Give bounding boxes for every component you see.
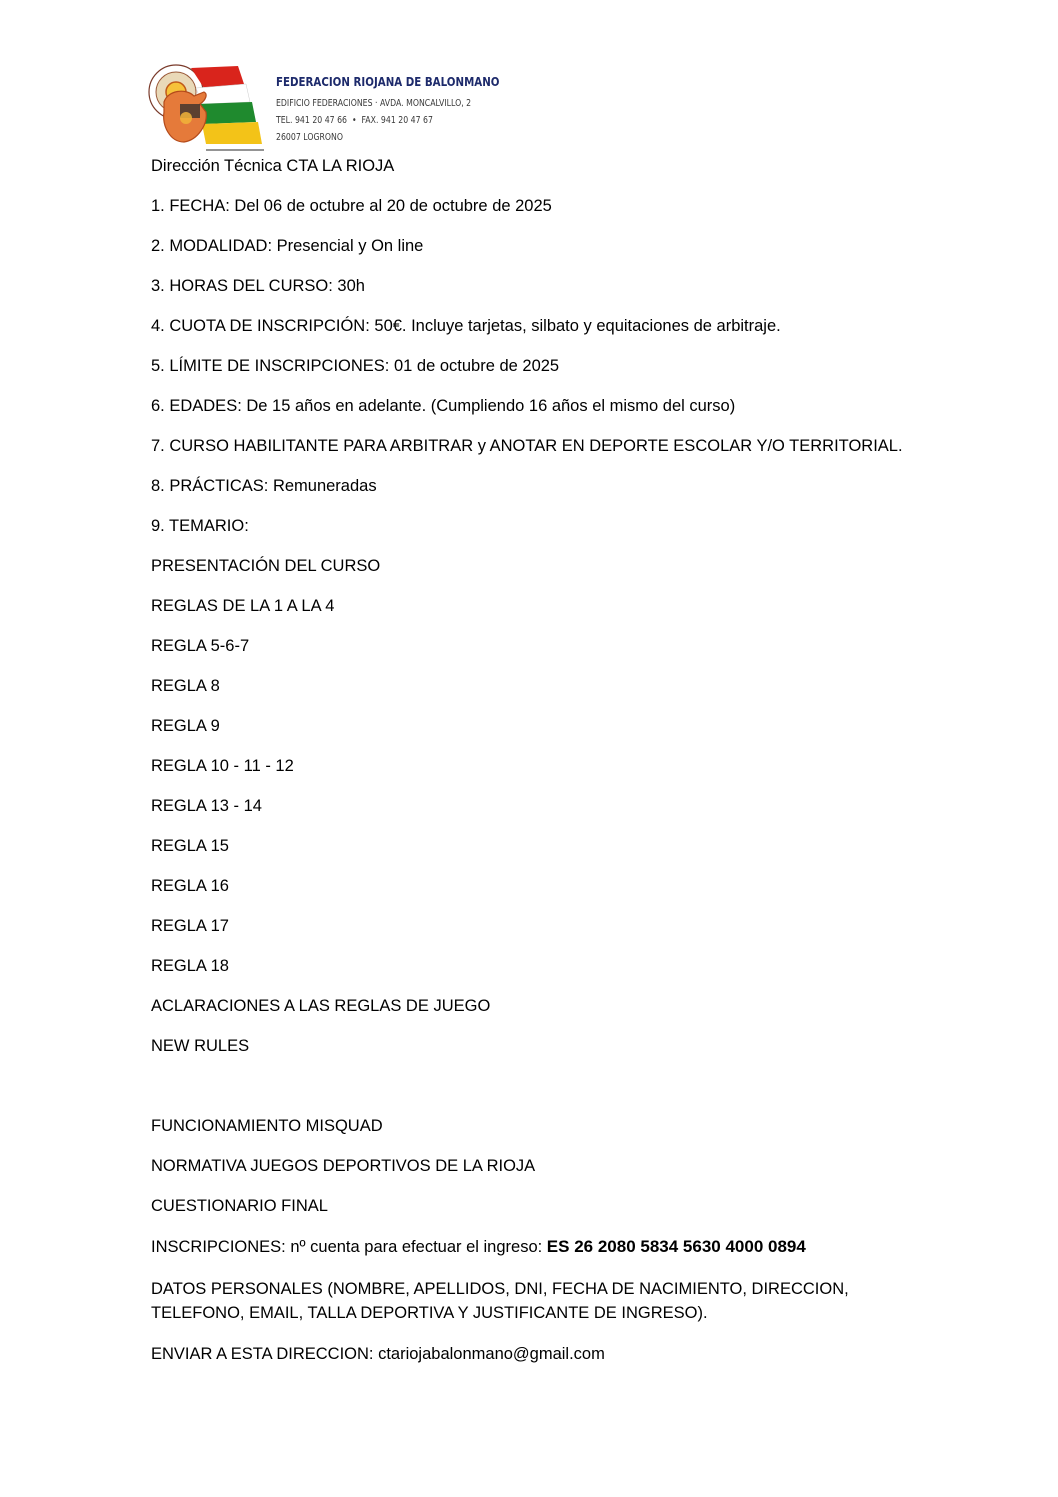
item-curso-habilitante: 7. CURSO HABILITANTE PARA ARBITRAR y ANOTAR EN DEPORTE ESCOLAR Y/O TERRITORIAL. [151, 437, 903, 455]
temario-item: REGLA 13 - 14 [151, 797, 262, 815]
org-postal: 26007 LOGROÑO [276, 132, 343, 143]
temario-item: NORMATIVA JUEGOS DEPORTIVOS DE LA RIOJA [151, 1157, 536, 1175]
inscripciones-label: INSCRIPCIONES: nº cuenta para efectuar el ingreso: [151, 1238, 547, 1256]
org-tel: TEL. 941 20 47 66 [276, 115, 348, 126]
temario-item: PRESENTACIÓN DEL CURSO [151, 557, 381, 575]
item-cuota: 4. CUOTA DE INSCRIPCIÓN: 50€. Incluye tarjetas, silbato y equitaciones de arbitraje. [151, 317, 781, 335]
temario-item: NEW RULES [151, 1037, 250, 1055]
org-name: FEDERACION RIOJANA DE BALONMANO [276, 74, 500, 89]
temario-item: REGLA 15 [151, 837, 229, 855]
temario-item: CUESTIONARIO FINAL [151, 1197, 328, 1215]
temario-item: REGLA 17 [151, 917, 229, 935]
item-practicas: 8. PRÁCTICAS: Remuneradas [151, 477, 377, 495]
item-fecha: 1. FECHA: Del 06 de octubre al 20 de octubre de 2025 [151, 197, 552, 215]
temario-item: REGLA 5-6-7 [151, 637, 250, 655]
temario-item: REGLA 10 - 11 - 12 [151, 757, 294, 775]
temario-item: REGLA 18 [151, 957, 229, 975]
inscripciones-line [151, 1237, 806, 1257]
org-fax: FAX. 941 20 47 67 [361, 115, 433, 126]
federation-logo [146, 62, 268, 154]
item-limite: 5. LÍMITE DE INSCRIPCIONES: 01 de octubre de 2025 [151, 357, 560, 375]
item-edades: 6. EDADES: De 15 años en adelante. (Cumpliendo 16 años el mismo del curso) [151, 397, 736, 415]
temario-item: ACLARACIONES A LAS REGLAS DE JUEGO [151, 997, 491, 1015]
item-temario: 9. TEMARIO: [151, 517, 249, 535]
temario-item: REGLAS DE LA 1 A LA 4 [151, 597, 335, 615]
bank-account-number: ES 26 2080 5834 5630 4000 0894 [546, 1237, 806, 1256]
item-modalidad: 2. MODALIDAD: Presencial y On line [151, 237, 424, 255]
enviar-line: ENVIAR A ESTA DIRECCION: ctariojabalonmano@gmail.com [151, 1345, 605, 1363]
temario-item: REGLA 8 [151, 677, 220, 695]
temario-item: REGLA 9 [151, 717, 220, 735]
temario-item: FUNCIONAMIENTO MISQUAD [151, 1117, 383, 1135]
item-horas: 3. HORAS DEL CURSO: 30h [151, 277, 365, 295]
temario-item: REGLA 16 [151, 877, 229, 895]
letterhead [146, 62, 500, 154]
datos-personales-line-2: TELEFONO, EMAIL, TALLA DEPORTIVA Y JUSTIFICANTE DE INGRESO). [151, 1304, 708, 1322]
department-line: Dirección Técnica CTA LA RIOJA [151, 157, 395, 175]
org-address: EDIFICIO FEDERACIONES · AVDA. MONCALVILLO, 2 [276, 98, 472, 109]
org-phone-fax: TEL. 941 20 47 66 • FAX. 941 20 47 67 [276, 115, 433, 126]
datos-personales-line-1: DATOS PERSONALES (NOMBRE, APELLIDOS, DNI, FECHA DE NACIMIENTO, DIRECCION, [151, 1280, 849, 1298]
